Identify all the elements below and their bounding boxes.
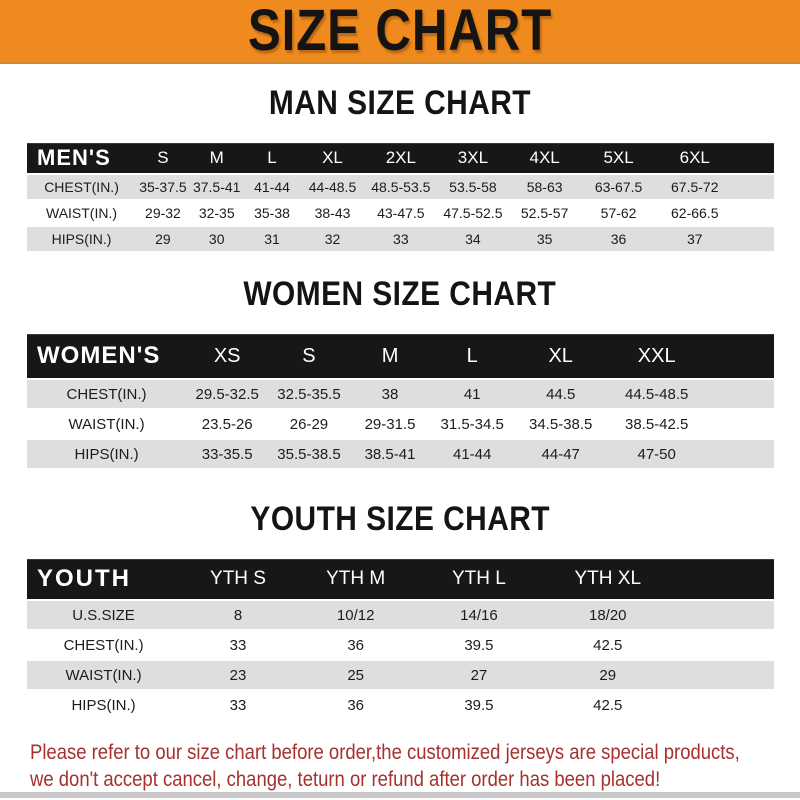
size-value-cell: 23 [180, 661, 296, 689]
size-value-cell: 35-38 [244, 201, 301, 225]
size-value-cell: 41 [430, 380, 514, 408]
page-title: SIZE CHART [247, 0, 553, 63]
size-value-cell: 29-31.5 [350, 410, 431, 438]
measurement-row [27, 440, 774, 468]
size-value-cell: 62-66.5 [657, 201, 733, 225]
size-column-header: YTH M [296, 559, 416, 599]
size-value-cell: 39.5 [415, 691, 542, 719]
size-value-cell: 44-48.5 [300, 175, 364, 199]
size-value-cell: 23.5-26 [186, 410, 268, 438]
size-value-cell: 31 [244, 227, 301, 251]
size-value-cell: 32.5-35.5 [268, 380, 349, 408]
row-filler-cell [673, 691, 774, 719]
women-section-heading: WOMEN SIZE CHART [243, 275, 557, 313]
size-value-cell: 67.5-72 [657, 175, 733, 199]
header-filler-cell [733, 143, 774, 173]
size-value-cell: 29-32 [136, 201, 190, 225]
table-title-cell: WOMEN'S [27, 334, 186, 378]
size-value-cell: 37 [657, 227, 733, 251]
youth-section-heading-wrap [0, 500, 800, 542]
size-value-cell: 57-62 [580, 201, 656, 225]
measurement-row [27, 691, 774, 719]
size-value-cell: 44.5 [514, 380, 607, 408]
size-column-header: 5XL [580, 143, 656, 173]
notice-line-1: Please refer to our size chart before order,the customized jerseys are special products, [30, 741, 740, 764]
row-filler-cell [733, 201, 774, 225]
row-label: HIPS(IN.) [27, 227, 136, 251]
bottom-divider [0, 792, 800, 798]
size-value-cell: 44-47 [514, 440, 607, 468]
size-value-cell: 47.5-52.5 [437, 201, 509, 225]
size-value-cell: 44.5-48.5 [607, 380, 706, 408]
size-value-cell: 30 [190, 227, 244, 251]
womens-size-table [27, 332, 774, 470]
size-column-header: S [268, 334, 349, 378]
size-value-cell: 29.5-32.5 [186, 380, 268, 408]
section-youth [0, 500, 800, 721]
section-men [0, 84, 800, 253]
row-filler-cell [673, 631, 774, 659]
size-value-cell: 38.5-42.5 [607, 410, 706, 438]
size-value-cell: 27 [415, 661, 542, 689]
men-section-heading: MAN SIZE CHART [268, 84, 532, 122]
youth-section-heading: YOUTH SIZE CHART [250, 500, 550, 538]
size-value-cell: 36 [296, 631, 416, 659]
measurement-row [27, 201, 774, 225]
row-filler-cell [706, 380, 774, 408]
size-value-cell: 26-29 [268, 410, 349, 438]
size-column-header: XXL [607, 334, 706, 378]
size-value-cell: 41-44 [430, 440, 514, 468]
size-column-header: 3XL [437, 143, 509, 173]
size-value-cell: 29 [542, 661, 673, 689]
row-filler-cell [673, 661, 774, 689]
men-section-heading-wrap [0, 84, 800, 126]
footer-notice [30, 739, 800, 793]
women-section-heading-wrap [0, 275, 800, 317]
section-women [0, 275, 800, 470]
size-value-cell: 38 [350, 380, 431, 408]
size-value-cell: 48.5-53.5 [365, 175, 437, 199]
table-title-cell: MEN'S [27, 143, 136, 173]
size-column-header: L [244, 143, 301, 173]
size-column-header: YTH L [415, 559, 542, 599]
measurement-row [27, 410, 774, 438]
size-value-cell: 34 [437, 227, 509, 251]
size-value-cell: 43-47.5 [365, 201, 437, 225]
size-value-cell: 41-44 [244, 175, 301, 199]
table-title-cell: YOUTH [27, 559, 180, 599]
size-value-cell: 32 [300, 227, 364, 251]
row-filler-cell [673, 601, 774, 629]
measurement-row [27, 175, 774, 199]
table-header-row [27, 143, 774, 173]
row-filler-cell [706, 440, 774, 468]
row-filler-cell [706, 410, 774, 438]
size-column-header: YTH S [180, 559, 296, 599]
measurement-row [27, 380, 774, 408]
size-column-header: 6XL [657, 143, 733, 173]
size-value-cell: 37.5-41 [190, 175, 244, 199]
size-value-cell: 47-50 [607, 440, 706, 468]
notice-line-2: we don't accept cancel, change, teturn or refund after order has been placed! [30, 768, 661, 791]
size-column-header: XL [300, 143, 364, 173]
header-filler-cell [706, 334, 774, 378]
size-value-cell: 34.5-38.5 [514, 410, 607, 438]
row-label: CHEST(IN.) [27, 631, 180, 659]
measurement-row [27, 661, 774, 689]
size-value-cell: 39.5 [415, 631, 542, 659]
youth-size-table [27, 557, 774, 721]
size-value-cell: 38.5-41 [350, 440, 431, 468]
size-value-cell: 36 [296, 691, 416, 719]
table-header-row [27, 334, 774, 378]
header-filler-cell [673, 559, 774, 599]
size-column-header: XL [514, 334, 607, 378]
row-label: HIPS(IN.) [27, 691, 180, 719]
size-value-cell: 18/20 [542, 601, 673, 629]
row-label: CHEST(IN.) [27, 175, 136, 199]
size-value-cell: 25 [296, 661, 416, 689]
size-value-cell: 52.5-57 [509, 201, 581, 225]
row-filler-cell [733, 227, 774, 251]
measurement-row [27, 227, 774, 251]
row-label: WAIST(IN.) [27, 410, 186, 438]
size-value-cell: 53.5-58 [437, 175, 509, 199]
size-value-cell: 14/16 [415, 601, 542, 629]
size-value-cell: 63-67.5 [580, 175, 656, 199]
size-value-cell: 31.5-34.5 [430, 410, 514, 438]
size-value-cell: 29 [136, 227, 190, 251]
size-value-cell: 33 [180, 631, 296, 659]
size-column-header: 4XL [509, 143, 581, 173]
banner [0, 0, 800, 64]
size-value-cell: 35 [509, 227, 581, 251]
row-label: WAIST(IN.) [27, 661, 180, 689]
table-header-row [27, 559, 774, 599]
size-column-header: S [136, 143, 190, 173]
size-value-cell: 33 [365, 227, 437, 251]
size-value-cell: 38-43 [300, 201, 364, 225]
measurement-row [27, 601, 774, 629]
size-column-header: L [430, 334, 514, 378]
size-column-header: YTH XL [542, 559, 673, 599]
size-column-header: XS [186, 334, 268, 378]
size-value-cell: 42.5 [542, 631, 673, 659]
size-column-header: M [350, 334, 431, 378]
size-value-cell: 58-63 [509, 175, 581, 199]
row-label: HIPS(IN.) [27, 440, 186, 468]
row-label: CHEST(IN.) [27, 380, 186, 408]
size-value-cell: 33-35.5 [186, 440, 268, 468]
size-value-cell: 33 [180, 691, 296, 719]
size-column-header: 2XL [365, 143, 437, 173]
row-label: U.S.SIZE [27, 601, 180, 629]
size-value-cell: 36 [580, 227, 656, 251]
row-label: WAIST(IN.) [27, 201, 136, 225]
measurement-row [27, 631, 774, 659]
mens-size-table [27, 141, 774, 253]
size-column-header: M [190, 143, 244, 173]
row-filler-cell [733, 175, 774, 199]
size-value-cell: 35.5-38.5 [268, 440, 349, 468]
size-value-cell: 32-35 [190, 201, 244, 225]
size-value-cell: 8 [180, 601, 296, 629]
size-value-cell: 35-37.5 [136, 175, 190, 199]
size-value-cell: 10/12 [296, 601, 416, 629]
size-value-cell: 42.5 [542, 691, 673, 719]
